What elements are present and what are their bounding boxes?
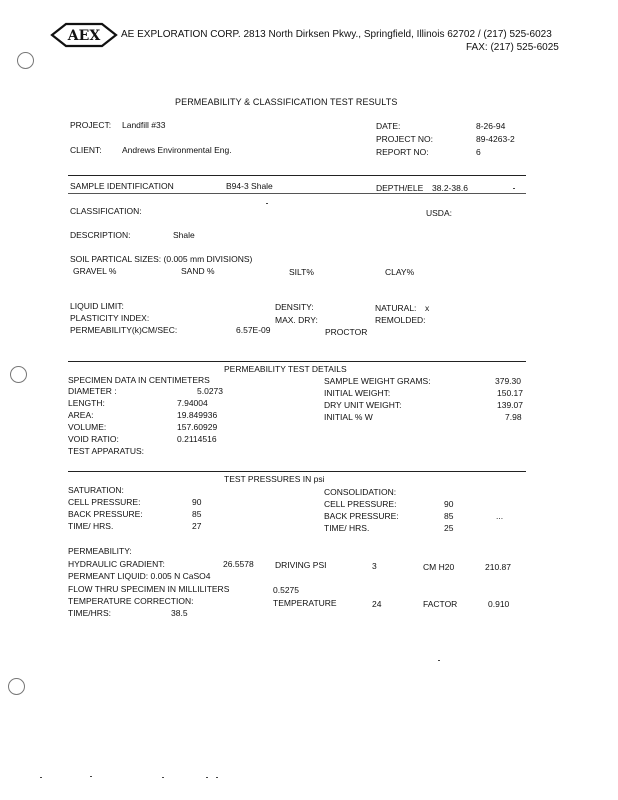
divider-perm-details xyxy=(68,361,526,362)
weight-row-label: DRY UNIT WEIGHT: xyxy=(324,400,402,410)
saturation-row-value: 85 xyxy=(192,509,202,519)
soil-sizes-label: SOIL PARTICAL SIZES: (0.005 mm DIVISIONS) xyxy=(70,254,253,264)
project-label: PROJECT: xyxy=(70,120,112,130)
time-hrs-value: 38.5 xyxy=(171,608,188,618)
perm-details-heading: PERMEABILITY TEST DETAILS xyxy=(224,364,347,374)
description-value: Shale xyxy=(173,230,195,240)
usda-label: USDA: xyxy=(426,208,452,218)
saturation-row-value: 90 xyxy=(192,497,202,507)
weight-row-value: 7.98 xyxy=(505,412,522,422)
saturation-row-label: BACK PRESSURE: xyxy=(68,509,143,519)
scan-speck xyxy=(90,776,92,777)
scan-speck xyxy=(40,777,42,778)
weight-row-value: 379.30 xyxy=(495,376,521,386)
company-logo xyxy=(50,22,118,48)
temperature-correction-label: TEMPERATURE CORRECTION: xyxy=(68,596,194,606)
date-label: DATE: xyxy=(376,121,401,131)
report-no-label: REPORT NO: xyxy=(376,147,429,157)
consolidation-row-label: BACK PRESSURE: xyxy=(324,511,399,521)
cmh2o-value: 210.87 xyxy=(485,562,511,572)
weight-row-value: 139.07 xyxy=(497,400,523,410)
divider-pressures xyxy=(68,471,526,472)
scan-speck xyxy=(216,777,218,778)
flow-value: 0.5275 xyxy=(273,585,299,595)
driving-psi-value: 3 xyxy=(372,561,377,571)
proctor-label: PROCTOR xyxy=(325,327,368,337)
consolidation-row-label: TIME/ HRS. xyxy=(324,523,370,533)
permeability-k-label: PERMEABILITY(k)CM/SEC: xyxy=(70,325,178,335)
report-no-value: 6 xyxy=(476,147,481,157)
weight-row-label: SAMPLE WEIGHT GRAMS: xyxy=(324,376,431,386)
punch-hole-top xyxy=(17,52,34,69)
divider-project xyxy=(68,175,526,176)
margin-mark: ... xyxy=(496,511,504,521)
saturation-row-label: CELL PRESSURE: xyxy=(68,497,141,507)
punch-hole-middle xyxy=(10,366,27,383)
scan-speck xyxy=(266,203,268,204)
sample-id-value: B94-3 Shale xyxy=(226,181,273,191)
punch-hole-bottom xyxy=(8,678,25,695)
consolidation-row-value: 25 xyxy=(444,523,454,533)
consolidation-row-value: 85 xyxy=(444,511,454,521)
gradient-label: HYDRAULIC GRADIENT: xyxy=(68,559,165,569)
consolidation-row-label: CELL PRESSURE: xyxy=(324,499,397,509)
scan-speck xyxy=(206,777,208,778)
company-address: AE EXPLORATION CORP. 2813 North Dirksen Pkwy., Springfield, Illinois 62702 / (217) 525-6023 xyxy=(121,29,552,40)
apparatus-label: TEST APPARATUS: xyxy=(68,446,145,456)
specimen-label: SPECIMEN DATA IN CENTIMETERS xyxy=(68,375,210,385)
specimen-row-value: 19.849936 xyxy=(177,410,218,420)
page-title: PERMEABILITY & CLASSIFICATION TEST RESULTS xyxy=(175,97,398,107)
natural-label: NATURAL: xyxy=(375,303,417,313)
specimen-row-label: VOID RATIO: xyxy=(68,434,119,444)
plasticity-label: PLASTICITY INDEX: xyxy=(70,313,150,323)
liquid-limit-label: LIQUID LIMIT: xyxy=(70,301,124,311)
project-value: Landfill #33 xyxy=(122,120,166,130)
time-hrs-label: TIME/HRS: xyxy=(68,608,111,618)
gradient-value: 26.5578 xyxy=(223,559,254,569)
specimen-row-label: DIAMETER : xyxy=(68,386,117,396)
saturation-label: SATURATION: xyxy=(68,485,124,495)
sample-id-rule xyxy=(68,193,526,194)
temperature-value: 24 xyxy=(372,599,382,609)
specimen-row-value: 157.60929 xyxy=(177,422,218,432)
saturation-row-value: 27 xyxy=(192,521,202,531)
description-label: DESCRIPTION: xyxy=(70,230,131,240)
date-value: 8-26-94 xyxy=(476,121,506,131)
max-dry-label: MAX. DRY: xyxy=(275,315,318,325)
specimen-row-label: LENGTH: xyxy=(68,398,105,408)
sample-id-label: SAMPLE IDENTIFICATION xyxy=(70,181,174,191)
temperature-label: TEMPERATURE xyxy=(273,598,337,608)
classification-label: CLASSIFICATION: xyxy=(70,206,142,216)
specimen-row-value: 0.2114516 xyxy=(177,434,217,444)
density-label: DENSITY: xyxy=(275,302,314,312)
consolidation-row-value: 90 xyxy=(444,499,454,509)
permeant-liquid-label: PERMEANT LIQUID: 0.005 N CaSO4 xyxy=(68,571,211,581)
weight-row-label: INITIAL WEIGHT: xyxy=(324,388,391,398)
factor-value: 0.910 xyxy=(488,599,510,609)
scan-speck xyxy=(162,777,164,778)
weight-row-value: 150.17 xyxy=(497,388,523,398)
client-label: CLIENT: xyxy=(70,145,102,155)
saturation-row-label: TIME/ HRS. xyxy=(68,521,114,531)
specimen-row-label: VOLUME: xyxy=(68,422,107,432)
remolded-label: REMOLDED: xyxy=(375,315,426,325)
company-fax: FAX: (217) 525-6025 xyxy=(466,42,559,53)
specimen-row-value: 7.94004 xyxy=(177,398,208,408)
specimen-row-value: 5.0273 xyxy=(197,386,223,396)
scan-speck xyxy=(438,660,440,661)
silt-label: SILT% xyxy=(289,267,314,277)
pressures-heading: TEST PRESSURES IN psi xyxy=(224,474,325,484)
permeability-k-value: 6.57E-09 xyxy=(236,325,271,335)
depth-value: 38.2-38.6 xyxy=(432,183,468,193)
scan-speck xyxy=(513,188,515,189)
weight-row-label: INITIAL % W xyxy=(324,412,373,422)
natural-mark: x xyxy=(425,303,430,313)
sand-label: SAND % xyxy=(181,266,215,276)
consolidation-label: CONSOLIDATION: xyxy=(324,487,397,497)
logo-text: AEX xyxy=(67,28,101,44)
client-value: Andrews Environmental Eng. xyxy=(122,145,232,155)
project-no-label: PROJECT NO: xyxy=(376,134,433,144)
driving-psi-label: DRIVING PSI xyxy=(275,560,327,570)
clay-label: CLAY% xyxy=(385,267,415,277)
gravel-label: GRAVEL % xyxy=(73,266,117,276)
depth-label: DEPTH/ELE xyxy=(376,183,424,193)
project-no-value: 89-4263-2 xyxy=(476,134,515,144)
permeability-label: PERMEABILITY: xyxy=(68,546,132,556)
factor-label: FACTOR xyxy=(423,599,458,609)
cmh2o-label: CM H20 xyxy=(423,562,455,572)
flow-label: FLOW THRU SPECIMEN IN MILLILITERS xyxy=(68,584,230,594)
specimen-row-label: AREA: xyxy=(68,410,94,420)
